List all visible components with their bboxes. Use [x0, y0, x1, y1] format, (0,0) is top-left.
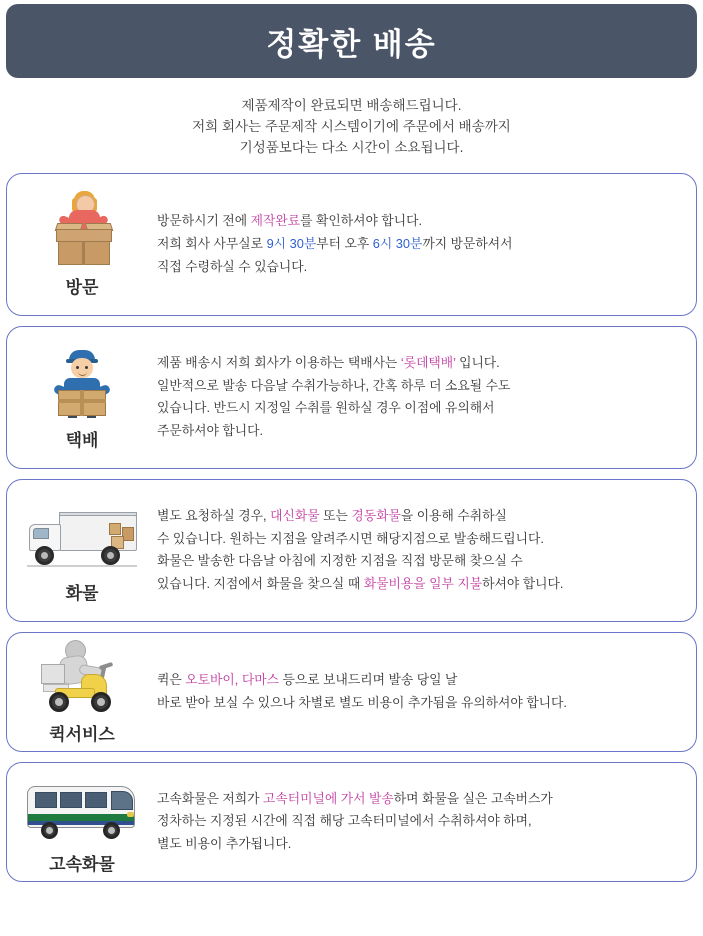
express-seg-3: 하며 화물을 실은 고속버스가 — [393, 790, 553, 806]
freight-seg-1: 별도 요청하실 경우, — [157, 507, 271, 523]
parcel-line-1 — [157, 352, 684, 375]
express-seg-2: 고속터미널에 가서 발송 — [263, 790, 394, 806]
intro-line-1: 제품제작이 완료되면 배송해드립니다. — [241, 98, 462, 113]
freight-seg-3: 또는 — [319, 507, 352, 523]
express-line-2: 정차하는 지정된 시간에 직접 해당 고속터미널에서 수취하셔야 하며, — [157, 813, 532, 829]
visit-description — [157, 174, 696, 315]
intro-line-3: 기성품보다는 다소 시간이 소요됩니다. — [239, 139, 464, 155]
quick-icon-block — [7, 633, 157, 751]
delivery-option-express-freight — [6, 762, 697, 882]
parcel-seg-3: 입니다. — [455, 354, 500, 370]
scooter-icon — [27, 640, 137, 714]
parcel-line-3: 있습니다. 반드시 지정일 수취를 원하실 경우 이점에 유의해서 — [157, 400, 495, 416]
intro-line-2: 저희 회사는 주문제작 시스템이기에 주문에서 배송까지 — [192, 118, 511, 134]
intro-paragraph — [0, 96, 703, 159]
visit-line-2 — [157, 233, 684, 256]
parcel-line-2: 일반적으로 발송 다음날 수취가능하나, 간혹 하루 더 소요될 수도 — [157, 377, 511, 393]
freight-description — [157, 480, 696, 621]
quick-line-2: 바로 받아 보실 수 있으나 차별로 별도 비용이 추가됨을 유의하셔야 합니다. — [157, 694, 567, 710]
express-line-3: 별도 비용이 추가됩니다. — [157, 836, 292, 852]
parcel-seg-1: 제품 배송시 저희 회사가 이용하는 택배사는 — [157, 354, 401, 370]
quick-label: 퀵서비스 — [49, 725, 115, 745]
visit-seg-3: 를 확인하셔야 합니다. — [300, 213, 423, 229]
visit-seg-2: 제작완료 — [250, 213, 301, 229]
quick-line-1 — [157, 669, 684, 692]
delivery-info-page — [0, 4, 703, 936]
quick-seg-2: 오토바이, 다마스 — [185, 672, 279, 687]
visit-icon-block — [7, 174, 157, 315]
quick-description — [157, 633, 696, 751]
freight-seg-2: 대신화물 — [270, 507, 320, 523]
freight-icon-block — [7, 480, 157, 621]
visit-seg-6: 부터 오후 — [316, 235, 373, 251]
freight-label: 화물 — [65, 583, 99, 603]
parcel-seg-2: ‘롯데택배’ — [400, 354, 456, 370]
parcel-label: 택배 — [65, 430, 99, 450]
express-freight-label: 고속화물 — [49, 854, 115, 874]
delivery-option-visit — [6, 173, 697, 316]
visit-seg-5: 9시 30분 — [266, 235, 317, 251]
visit-seg-8: 까지 방문하셔서 — [422, 235, 513, 251]
visit-seg-9: 직접 수령하실 수 있습니다. — [157, 258, 308, 274]
visit-line-3 — [157, 256, 684, 279]
freight-seg-4: 경동화물 — [351, 507, 401, 523]
freight-seg-5: 을 이용해 수취하실 — [400, 507, 507, 523]
express-line-1 — [157, 788, 684, 811]
visit-label: 방문 — [65, 277, 99, 297]
freight-line-3: 화물은 발송한 다음날 아침에 지정한 지점을 직접 방문해 찾으실 수 — [157, 553, 523, 569]
delivery-option-freight — [6, 479, 697, 622]
delivery-option-quick — [6, 632, 697, 752]
quick-seg-3: 등으로 보내드리며 발송 당일 날 — [278, 672, 458, 687]
freight-seg-8: 하셔야 합니다. — [482, 576, 564, 592]
freight-seg-6: 있습니다. 지점에서 화물을 찾으실 때 — [157, 576, 364, 592]
freight-line-1 — [157, 505, 684, 528]
page-title: 정확한 배송 — [266, 26, 437, 62]
delivery-option-parcel — [6, 326, 697, 469]
visit-line-1 — [157, 210, 684, 233]
courier-icon — [36, 346, 128, 420]
visit-seg-1: 방문하시기 전에 — [157, 213, 251, 229]
express-seg-1: 고속화물은 저희가 — [157, 790, 264, 806]
freight-line-2: 수 있습니다. 원하는 지점을 알려주시면 해당지점으로 발송해드립니다. — [157, 530, 544, 546]
parcel-icon-block — [7, 327, 157, 468]
visit-seg-4: 저희 회사 사무실로 — [157, 235, 267, 251]
quick-seg-1: 퀵은 — [157, 672, 186, 687]
freight-seg-7: 화물비용을 일부 지불 — [363, 576, 483, 592]
truck-icon — [23, 499, 141, 573]
express-freight-description — [157, 763, 696, 881]
page-header — [6, 4, 697, 78]
parcel-line-4: 주문하셔야 합니다. — [157, 423, 264, 439]
freight-line-4 — [157, 573, 684, 596]
visit-seg-7: 6시 30분 — [372, 235, 423, 251]
person-with-box-icon — [36, 193, 128, 267]
express-freight-icon-block — [7, 763, 157, 881]
parcel-description — [157, 327, 696, 468]
bus-icon — [23, 771, 141, 844]
